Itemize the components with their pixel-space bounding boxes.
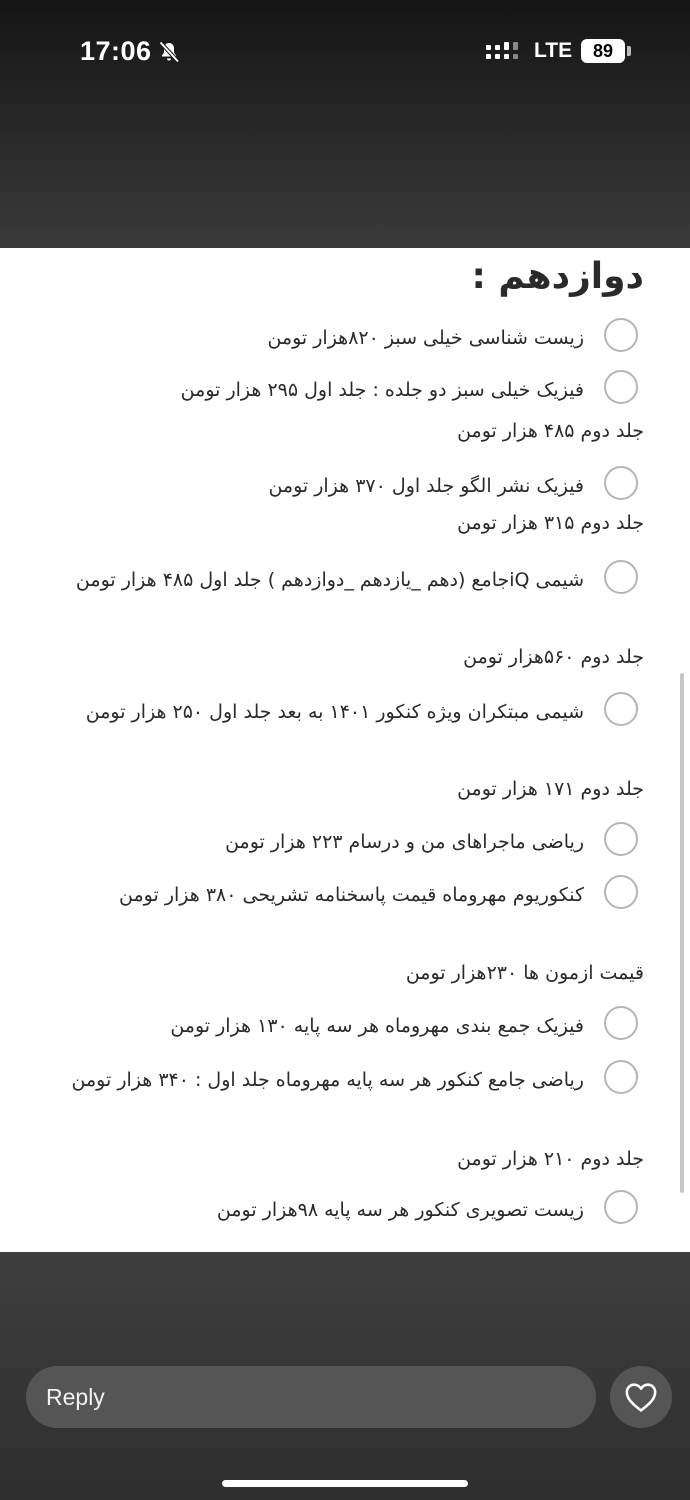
checklist-item[interactable] — [144, 1190, 638, 1226]
bell-slash-icon — [157, 40, 181, 64]
checklist-item[interactable] — [78, 875, 638, 947]
checklist-item[interactable] — [88, 1006, 638, 1042]
text-line: جلد دوم ۲۱۰ هزار تومن — [457, 1148, 644, 1170]
battery-icon — [627, 46, 631, 56]
radio-circle-icon[interactable] — [604, 822, 638, 856]
checklist-item-text: شیمی مبتکران ویژه کنکور ۱۴۰۱ به بعد جلد اول ۲۵۰ هزار تومن — [85, 701, 584, 723]
text-line: جلد دوم ۵۶۰هزار تومن — [463, 646, 644, 668]
checklist-item[interactable] — [198, 318, 638, 354]
checklist-item-text: شیمی iQجامع (دهم _یازدهم _دوازدهم ) جلد اول ۴۸۵ هزار تومن — [75, 569, 584, 591]
network-type: LTE — [534, 39, 573, 62]
checklist-item-text: فیزیک نشر الگو جلد اول ۳۷۰ هزار تومن — [268, 475, 584, 497]
text-line: قیمت ازمون ها ۲۳۰هزار تومن — [405, 962, 644, 984]
checklist-item[interactable] — [50, 692, 638, 764]
scrollbar-thumb[interactable] — [680, 673, 684, 1193]
status-time: 17:06 — [80, 36, 152, 66]
text-line: جلد دوم ۳۱۵ هزار تومن — [457, 512, 644, 534]
radio-circle-icon[interactable] — [604, 560, 638, 594]
checklist-item[interactable] — [42, 560, 638, 632]
checklist-item[interactable] — [198, 466, 638, 502]
checklist-item[interactable] — [62, 1060, 638, 1132]
radio-circle-icon[interactable] — [604, 1190, 638, 1224]
text-line: جلد دوم ۴۸۵ هزار تومن — [457, 420, 644, 442]
like-button[interactable] — [610, 1366, 672, 1428]
checklist-item-text: ریاضی ماجراهای من و درسام ۲۲۳ هزار تومن — [225, 831, 584, 853]
checklist-item[interactable] — [150, 822, 638, 858]
checklist-item-text: فیزیک خیلی سبز دو جلده : جلد اول ۲۹۵ هزار تومن — [180, 379, 584, 401]
radio-circle-icon[interactable] — [604, 466, 638, 500]
radio-circle-icon[interactable] — [604, 318, 638, 352]
checklist-item-text: کنکوریوم مهروماه قیمت پاسخنامه تشریحی ۳۸۰ هزار تومن — [119, 884, 584, 906]
checklist-item-text: فیزیک جمع بندی مهروماه هر سه پایه ۱۳۰ هزار تومن — [170, 1015, 584, 1037]
checklist-item-text: ریاضی جامع کنکور هر سه پایه مهروماه جلد اول : ۳۴۰ هزار تومن — [71, 1069, 584, 1091]
reply-input[interactable]: Reply — [26, 1366, 596, 1428]
home-indicator — [222, 1480, 468, 1487]
checklist-item-text: زیست تصویری کنکور هر سه پایه ۹۸هزار تومن — [216, 1199, 584, 1221]
card-title: دوازدهم : — [471, 256, 644, 297]
checklist-item-text: زیست شناسی خیلی سبز ۸۲۰هزار تومن — [267, 327, 584, 349]
text-line: جلد دوم ۱۷۱ هزار تومن — [457, 778, 644, 800]
radio-circle-icon[interactable] — [604, 875, 638, 909]
signal-strength-icon — [486, 42, 522, 62]
status-bar — [0, 0, 690, 100]
battery-level: 89 — [581, 39, 625, 63]
radio-circle-icon[interactable] — [604, 370, 638, 404]
checklist-item[interactable] — [92, 370, 638, 406]
radio-circle-icon[interactable] — [604, 1006, 638, 1040]
radio-circle-icon[interactable] — [604, 1060, 638, 1094]
message-card — [0, 248, 690, 1252]
heart-icon — [624, 1381, 658, 1413]
radio-circle-icon[interactable] — [604, 692, 638, 726]
